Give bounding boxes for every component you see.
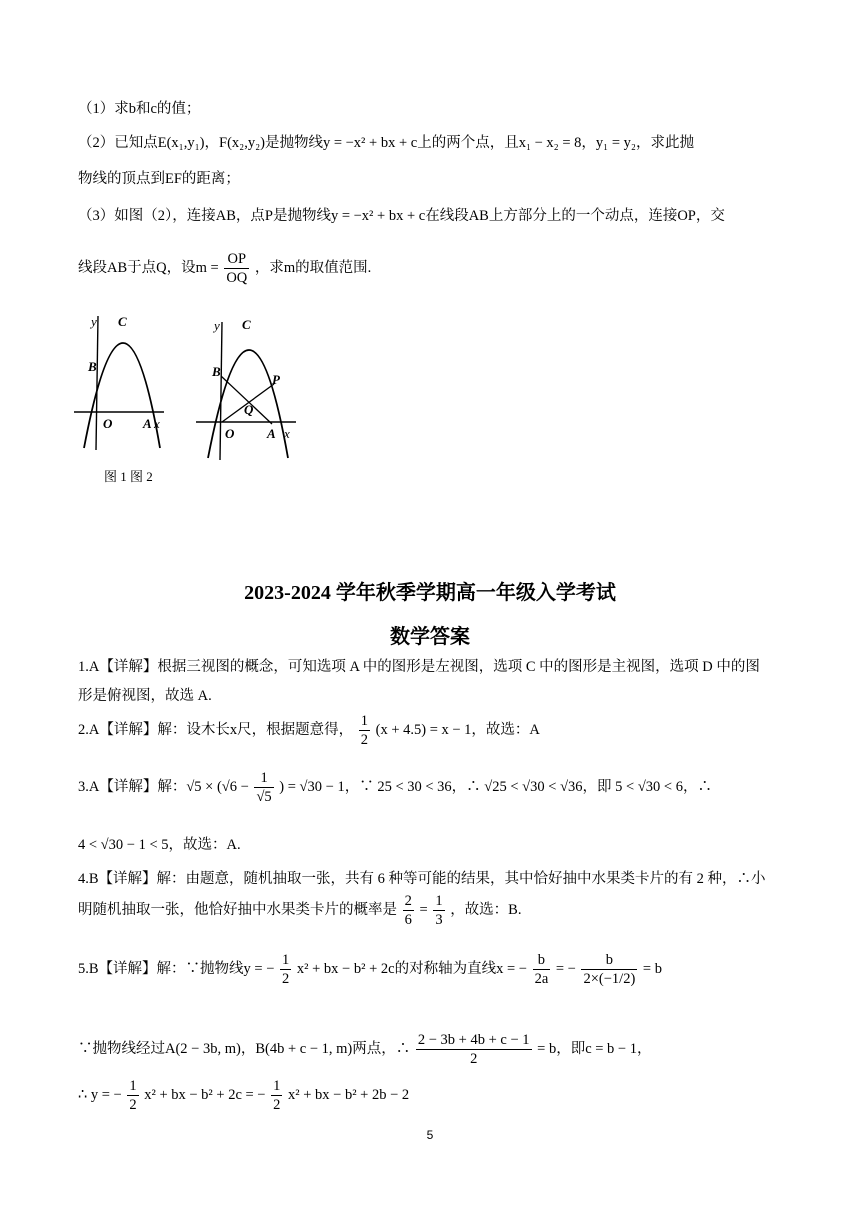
fig2-label-a: A: [267, 426, 276, 441]
a3-frac-den: √5: [256, 789, 272, 806]
a3-fraction: [254, 769, 273, 806]
a4-pre: 明随机抽取一张，他恰好抽中水果类卡片的概率是: [78, 902, 397, 918]
a3-frac-num: 1: [254, 769, 273, 788]
a2-pre: 2.A【详解】解：设木长x尺，根据题意得，: [78, 722, 354, 738]
a5-frac3-den: 2×(−1/2): [583, 971, 636, 988]
fig1-label-y: y: [91, 314, 97, 329]
answer-2: [78, 712, 540, 749]
a4-equals: =: [419, 902, 428, 918]
a3-post: ) = √30 − 1，∵ 25 < 30 < 36，∴ √25 < √30 < √36，即 5 < √30 < 6，∴: [279, 779, 712, 795]
a5c-pre: ∴ y = −: [78, 1087, 122, 1103]
q3-frac-num: OP: [224, 250, 249, 269]
a5b-fraction: [416, 1031, 532, 1068]
q3-line2-pre: 线段AB于点Q，设m =: [78, 260, 219, 276]
q3-frac-den: OQ: [226, 270, 248, 287]
a4-fraction-2: [433, 892, 444, 929]
a5c-frac1-den: 2: [129, 1097, 137, 1114]
q3-fraction: [224, 250, 249, 287]
a5c-mid: x² + bx − b² + 2c = −: [144, 1087, 266, 1103]
fig1-label-b: B: [88, 359, 97, 374]
a5b-pre: ∵抛物线经过A(2 − 3b, m)，B(4b + c − 1, m)两点，∴: [78, 1041, 411, 1057]
fig2-label-b: B: [212, 364, 221, 379]
a5-fraction-2: [533, 951, 551, 988]
fig2-label-y: y: [214, 318, 220, 333]
q3-text-line1: （3）如图（2），连接AB，点P是抛物线y = −x² + bx + c在线段AB上方部分上的一个动点，连接OP，交: [78, 208, 725, 224]
fig2-label-p: P: [272, 372, 280, 387]
a3-pre: 3.A【详解】解：√5 × (√6 −: [78, 779, 249, 795]
answer-1-line2: 形是俯视图，故选 A.: [78, 688, 212, 704]
a4-post: ，故选：B.: [450, 902, 522, 918]
fig2-label-x: x: [284, 426, 290, 441]
a4-frac2-den: 3: [435, 912, 443, 929]
a5-mid2: = −: [555, 961, 576, 977]
answer-3-line1: [78, 768, 712, 806]
q2-text-line2: 物线的顶点到EF的距离；: [78, 171, 240, 187]
a5c-frac1-num: 1: [129, 1078, 137, 1095]
a5b-post: = b，即c = b − 1，: [537, 1041, 652, 1057]
answer-4-line2: [78, 890, 521, 930]
fig1-label-c: C: [118, 314, 127, 329]
a5c-frac2-den: 2: [273, 1097, 281, 1114]
a5-frac1-den: 2: [282, 971, 290, 988]
figure-2-parabola: [192, 312, 304, 462]
a4-frac1-num: 2: [404, 893, 412, 910]
q3-text-line2: [78, 250, 371, 287]
fig1-label-a: A: [143, 416, 152, 431]
a4-frac1-den: 6: [404, 912, 412, 929]
q2-text-line1: （2）已知点E(x₁,y₁)，F(x₂,y₂)是抛物线y = −x² + bx + c上的两个点，且x₁ − x₂ = 8，y₁ = y₂，求此抛: [78, 135, 694, 151]
figure-caption: 图 1 图 2: [104, 469, 153, 484]
a4-fraction-1: [403, 892, 414, 929]
a5-frac3-num: b: [581, 951, 637, 970]
answer-1-line1: 1.A【详解】根据三视图的概念，可知选项 A 中的图形是左视图，选项 C 中的图形是主视图，选项 D 中的图: [78, 659, 760, 675]
a4-frac2-num: 1: [435, 893, 443, 910]
answer-5-line3: [78, 1076, 409, 1114]
answer-4-line1: 4.B【详解】解：由题意，随机抽取一张，共有 6 种等可能的结果，其中恰好抽中水果类卡片的有 2 种，∴小: [78, 871, 766, 887]
exam-title: 2023-2024 学年秋季学期高一年级入学考试: [244, 582, 616, 604]
a5c-frac2-num: 1: [273, 1078, 281, 1095]
q3-line2-post: ，求m的取值范围.: [254, 260, 372, 276]
fig2-label-o: O: [225, 426, 235, 441]
a5b-frac-den: 2: [470, 1051, 478, 1068]
a5-pre: 5.B【详解】解：∵抛物线y = −: [78, 961, 275, 977]
a5b-frac-num: 2 − 3b + 4b + c − 1: [417, 1032, 530, 1049]
answer-5-line2: [78, 1030, 651, 1068]
a5-frac2-num: b: [533, 951, 551, 970]
answer-title: 数学答案: [390, 626, 470, 648]
q1-text: （1）求b和c的值；: [78, 101, 201, 117]
a2-frac-num: 1: [360, 713, 368, 730]
a5-frac2-den: 2a: [534, 971, 549, 988]
fig1-label-x: x: [154, 416, 160, 431]
answer-5-line1: [78, 946, 662, 992]
a5-mid: x² + bx − b² + 2c的对称轴为直线x = −: [296, 961, 527, 977]
a2-post: (x + 4.5) = x − 1，故选：A: [375, 722, 540, 738]
a5c-fraction-1: [127, 1077, 138, 1114]
answer-3-line2: 4 < √30 − 1 < 5，故选：A.: [78, 837, 241, 853]
figure-1-parabola: [70, 308, 170, 456]
a5c-post: x² + bx − b² + 2b − 2: [288, 1087, 410, 1103]
a2-frac-den: 2: [360, 732, 368, 749]
a5-post: = b: [642, 961, 662, 977]
a5-fraction-3: [581, 951, 637, 988]
a5c-fraction-2: [271, 1077, 282, 1114]
page-number: 5: [426, 1128, 434, 1142]
fig2-label-c: C: [242, 317, 251, 332]
a5-frac1-num: 1: [282, 952, 290, 969]
a2-fraction: [359, 712, 370, 749]
fig1-label-o: O: [103, 416, 113, 431]
fig2-label-q: Q: [244, 402, 254, 417]
a5-fraction-1: [280, 951, 291, 988]
